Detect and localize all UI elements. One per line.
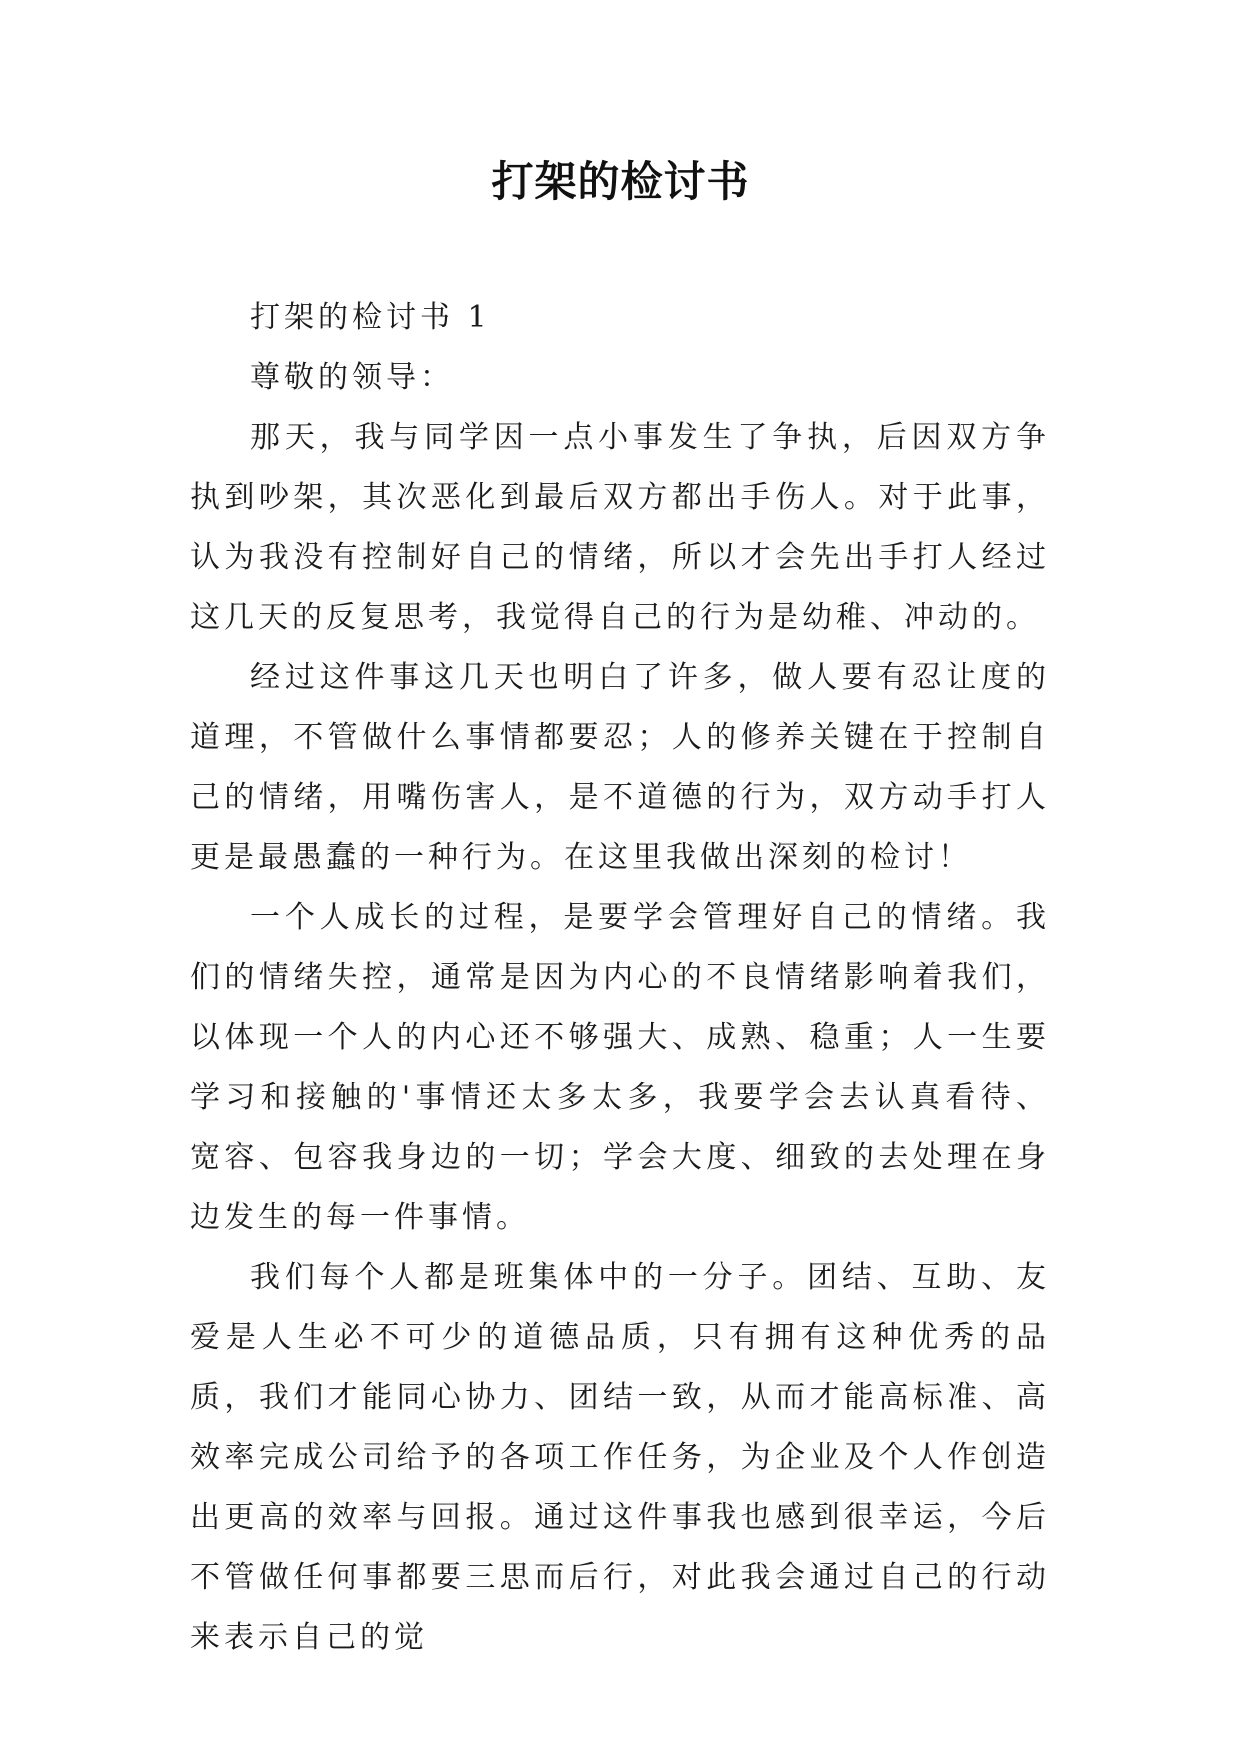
document-title: 打架的检讨书 <box>491 157 750 206</box>
document-body <box>190 288 1050 1668</box>
body-paragraph-4: 我们每个人都是班集体中的一分子。团结、互助、友爱是人生必不可少的道德品质，只有拥有这种优秀的品质，我们才能同心协力、团结一致，从而才能高标准、高效率完成公司给予的各项工作任务，为企业及个人作创造出更高的效率与回报。通过这件事我也感到很幸运，今后不管做任何事都要三思而后行，对此我会通过自己的行动来表示自己的觉 <box>190 1260 1050 1655</box>
section-heading: 打架的检讨书 1 <box>250 300 491 335</box>
body-paragraph-1: 那天，我与同学因一点小事发生了争执，后因双方争执到吵架，其次恶化到最后双方都出手伤人。对于此事，认为我没有控制好自己的情绪，所以才会先出手打人经过这几天的反复思考，我觉得自己的行为是幼稚、冲动的。 <box>190 420 1050 635</box>
body-paragraph-2: 经过这件事这几天也明白了许多，做人要有忍让度的道理，不管做什么事情都要忍；人的修养关键在于控制自己的情绪，用嘴伤害人，是不道德的行为，双方动手打人更是最愚蠢的一种行为。在这里我做出深刻的检讨！ <box>190 660 1050 875</box>
salutation: 尊敬的领导： <box>250 360 454 395</box>
body-paragraph-3: 一个人成长的过程，是要学会管理好自己的情绪。我们的情绪失控，通常是因为内心的不良情绪影响着我们，以体现一个人的内心还不够强大、成熟、稳重；人一生要学习和接触的'事情还太多太多，我要学会去认真看待、宽容、包容我身边的一切；学会大度、细致的去处理在身边发生的每一件事情。 <box>190 900 1050 1235</box>
